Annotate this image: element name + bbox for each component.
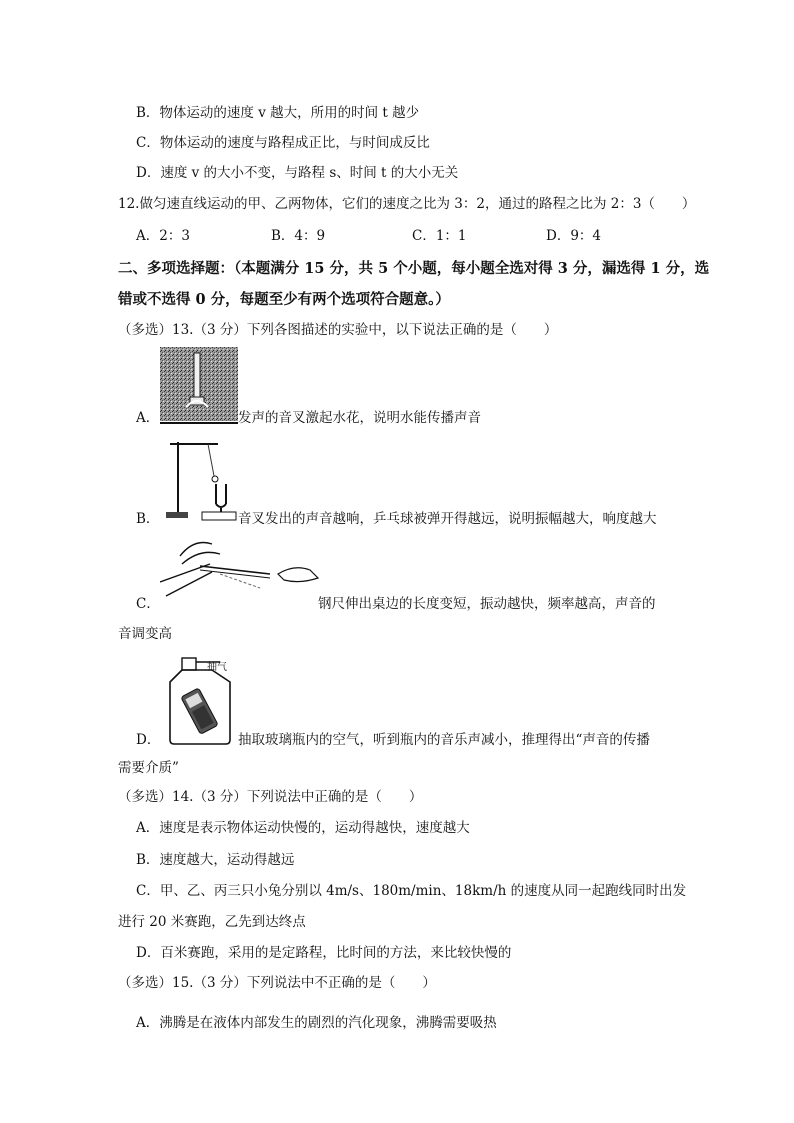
bottle-figure-label: 抽气	[207, 662, 227, 673]
q13-option-d-text-cont: 需要介质”	[118, 760, 179, 776]
q13-option-b-label: B．	[136, 511, 160, 527]
tuning-fork-water-figure	[160, 347, 238, 427]
q13-option-c-text-cont: 音调变高	[118, 626, 172, 642]
q13-option-a-label: A．	[136, 410, 160, 426]
q13-option-d-label: D．	[136, 732, 161, 748]
q14-option-d: D．百米赛跑，采用的是定路程，比时间的方法，来比较快慢的	[136, 945, 512, 961]
q13-option-c-label: C．	[136, 596, 160, 612]
q14-option-b: B．速度越大，运动得越远	[136, 852, 295, 868]
pingpong-tuning-fork-figure	[160, 436, 240, 526]
q14-stem: （多选）14.（3 分）下列说法中正确的是（ ）	[118, 789, 423, 805]
section-heading-line2: 错或不选得 0 分，每题至少有两个选项符合题意。）	[118, 291, 450, 308]
q12-option-b: B．4：9	[271, 228, 326, 244]
q12-stem: 12.做匀速直线运动的甲、乙两物体，它们的速度之比为 3：2，通过的路程之比为 2：3（ ）	[118, 196, 696, 212]
bottle-vacuum-phone-figure	[160, 652, 240, 748]
q11-option-d: D．速度 v 的大小不变，与路程 s、时间 t 的大小无关	[136, 165, 459, 181]
q13-option-c-text: 钢尺伸出桌边的长度变短，振动越快，频率越高，声音的	[318, 596, 656, 612]
q14-option-c-cont: 进行 20 米赛跑，乙先到达终点	[118, 914, 306, 930]
q13-option-a-text: 发声的音叉激起水花，说明水能传播声音	[238, 410, 481, 426]
q12-option-d: D．9：4	[546, 228, 602, 244]
q12-option-c: C．1：1	[412, 228, 467, 244]
steel-ruler-table-figure	[160, 534, 320, 606]
q15-option-a: A．沸腾是在液体内部发生的剧烈的汽化现象，沸腾需要吸热	[136, 1015, 497, 1031]
section-heading-line1: 二、多项选择题：（本题满分 15 分，共 5 个小题，每小题全选对得 3 分，漏选得 1 分，选	[118, 260, 710, 277]
q15-stem: （多选）15.（3 分）下列说法中不正确的是（ ）	[118, 975, 436, 991]
q11-option-c: C．物体运动的速度与路程成正比，与时间成反比	[136, 135, 430, 151]
q13-option-d-text: 抽取玻璃瓶内的空气，听到瓶内的音乐声减小，推理得出“声音的传播	[238, 732, 650, 748]
q11-option-b: B．物体运动的速度 v 越大，所用的时间 t 越少	[136, 105, 420, 121]
q12-option-a: A．2：3	[136, 228, 190, 244]
q14-option-a: A．速度是表示物体运动快慢的，运动得越快，速度越大	[136, 820, 470, 836]
q13-option-b-text: 音叉发出的声音越响，乒乓球被弹开得越远，说明振幅越大，响度越大	[238, 511, 657, 527]
q14-option-c: C．甲、乙、丙三只小兔分别以 4m/s、180m/min、18km/h 的速度从同一起跑线同时出发	[136, 883, 687, 899]
q13-stem: （多选）13.（3 分）下列各图描述的实验中，以下说法正确的是（ ）	[118, 322, 558, 338]
